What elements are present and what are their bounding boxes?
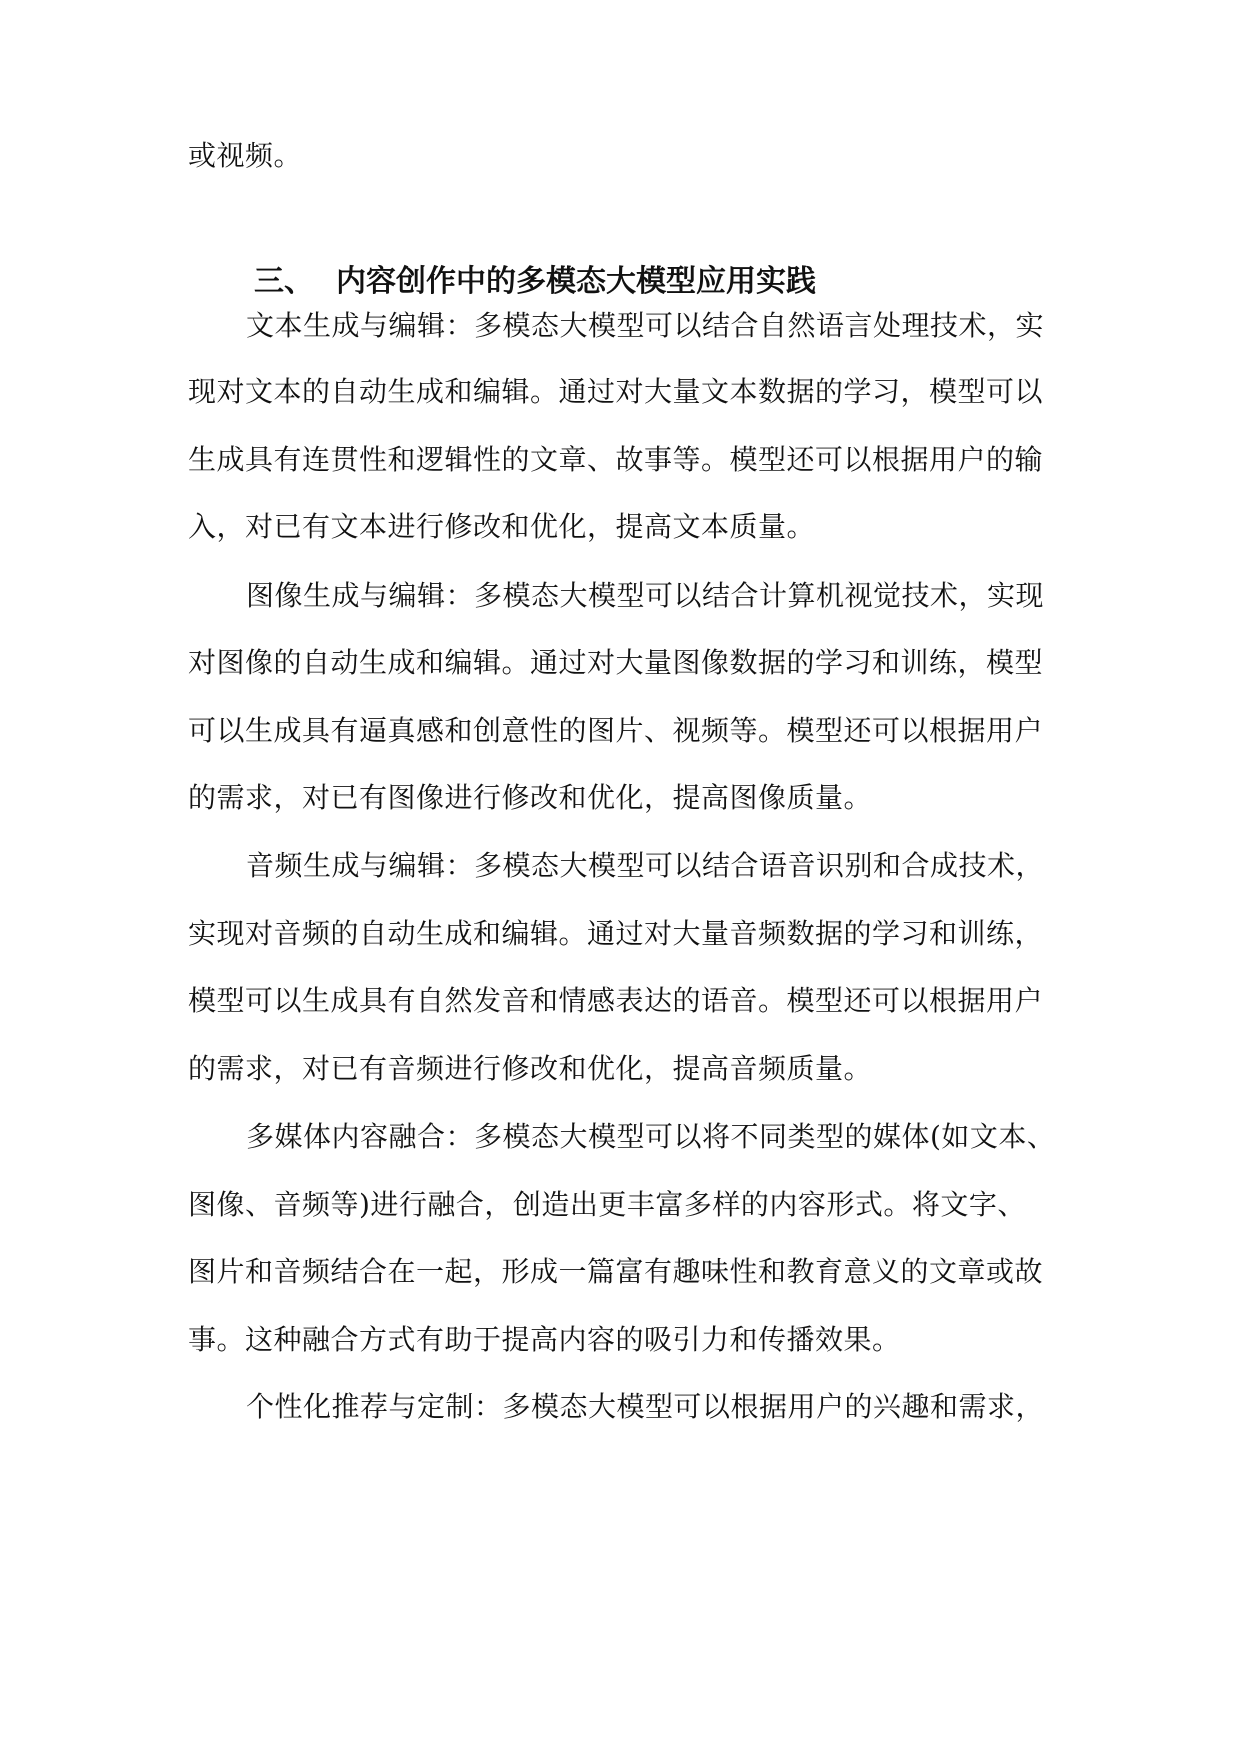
section-number: 三、 [254, 264, 314, 299]
paragraph-image-generation-line-1: 图像生成与编辑：多模态大模型可以结合计算机视觉技术，实现 [246, 579, 1045, 612]
section-title: 内容创作中的多模态大模型应用实践 [336, 264, 816, 299]
section-heading [254, 262, 816, 302]
paragraph-text-generation-line-4: 入，对已有文本进行修改和优化，提高文本质量。 [188, 510, 816, 543]
paragraph-personalization-line-1: 个性化推荐与定制：多模态大模型可以根据用户的兴趣和需求， [246, 1390, 1045, 1423]
paragraph-audio-generation-line-2: 实现对音频的自动生成和编辑。通过对大量音频数据的学习和训练， [188, 917, 1044, 950]
paragraph-multimedia-fusion-line-3: 图片和音频结合在一起，形成一篇富有趣味性和教育意义的文章或故 [188, 1255, 1044, 1288]
paragraph-image-generation-line-3: 可以生成具有逼真感和创意性的图片、视频等。模型还可以根据用户 [188, 714, 1044, 747]
paragraph-multimedia-fusion-line-1: 多媒体内容融合：多模态大模型可以将不同类型的媒体(如文本、 [246, 1120, 1056, 1153]
paragraph-audio-generation-line-3: 模型可以生成具有自然发音和情感表达的语音。模型还可以根据用户 [188, 984, 1044, 1017]
paragraph-text-generation-line-3: 生成具有连贯性和逻辑性的文章、故事等。模型还可以根据用户的输 [188, 443, 1044, 476]
paragraph-text-generation-line-2: 现对文本的自动生成和编辑。通过对大量文本数据的学习，模型可以 [188, 375, 1044, 408]
paragraph-multimedia-fusion-line-2: 图像、音频等)进行融合，创造出更丰富多样的内容形式。将文字、 [188, 1188, 1026, 1221]
lead-in-text: 或视频。 [188, 139, 303, 172]
paragraph-text-generation-line-1: 文本生成与编辑：多模态大模型可以结合自然语言处理技术，实 [246, 309, 1045, 342]
paragraph-multimedia-fusion-line-4: 事。这种融合方式有助于提高内容的吸引力和传播效果。 [188, 1323, 901, 1356]
paragraph-image-generation-line-4: 的需求，对已有图像进行修改和优化，提高图像质量。 [188, 781, 873, 814]
paragraph-image-generation-line-2: 对图像的自动生成和编辑。通过对大量图像数据的学习和训练，模型 [188, 646, 1044, 679]
paragraph-audio-generation-line-1: 音频生成与编辑：多模态大模型可以结合语音识别和合成技术， [246, 849, 1045, 882]
paragraph-audio-generation-line-4: 的需求，对已有音频进行修改和优化，提高音频质量。 [188, 1052, 873, 1085]
